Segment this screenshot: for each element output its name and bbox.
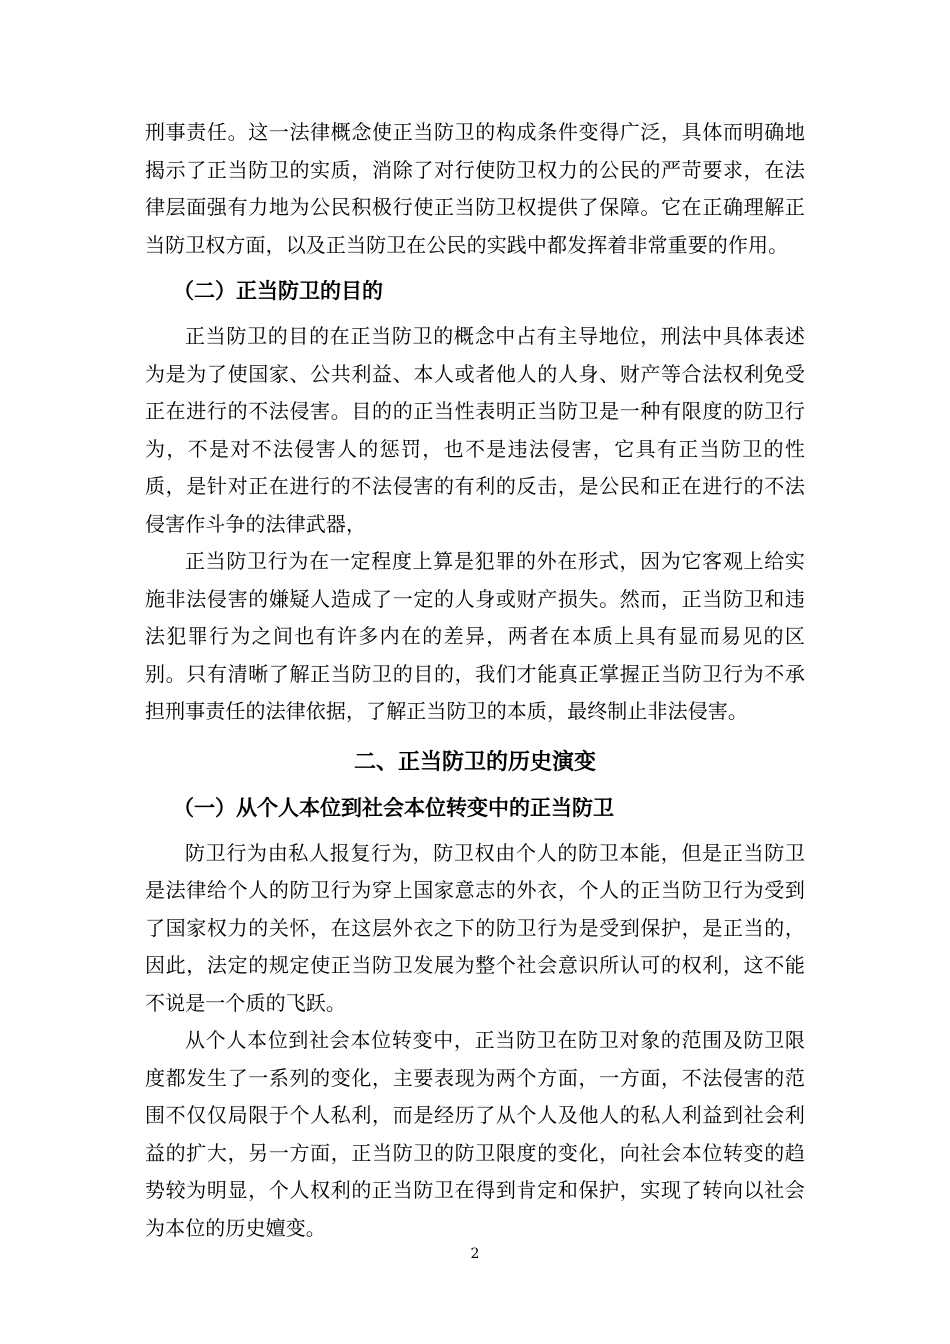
section-heading-history: 二、正当防卫的历史演变 (353, 748, 596, 775)
paragraph-history-origin: 防卫行为由私人报复行为，防卫权由个人的防卫本能，但是正当防卫是法律给个人的防卫行为穿上国家意志的外衣，个人的正当防卫行为受到了国家权力的关怀，在这层外衣之下的防卫行为是受到保护，是正当的，因此，法定的规定使正当防卫发展为整个社会意识所认可的权利，这不能不说是一个质的飞跃。 (145, 840, 805, 1015)
page-number: 2 (470, 1246, 480, 1262)
paragraph-purpose-definition: 正当防卫的目的在正当防卫的概念中占有主导地位，刑法中具体表述为是为了使国家、公共利益、本人或者他人的人身、财产等合法权利免受正在进行的不法侵害。目的的正当性表明正当防卫是一种有限度的防卫行为，不是对不法侵害人的惩罚，也不是违法侵害，它具有正当防卫的性质，是针对正在进行的不法侵害的有利的反击，是公民和正在进行的不法侵害作斗争的法律武器， (145, 324, 805, 536)
paragraph-continuation: 刑事责任。这一法律概念使正当防卫的构成条件变得广泛，具体而明确地揭示了正当防卫的实质，消除了对行使防卫权力的公民的严苛要求，在法律层面强有力地为公民积极行使正当防卫权提供了保障。它在正确理解正当防卫权方面，以及正当防卫在公民的实践中都发挥着非常重要的作用。 (145, 120, 805, 257)
subheading-individual-to-society: （一）从个人本位到社会本位转变中的正当防卫 (173, 794, 614, 820)
paragraph-history-change: 从个人本位到社会本位转变中，正当防卫在防卫对象的范围及防卫限度都发生了一系列的变化，主要表现为两个方面，一方面，不法侵害的范围不仅仅局限于个人私利，而是经历了从个人及他人的私人利益到社会利益的扩大，另一方面，正当防卫的防卫限度的变化，向社会本位转变的趋势较为明显，个人权利的正当防卫在得到肯定和保护，实现了转向以社会为本位的历史嬗变。 (145, 1028, 805, 1240)
page-content (145, 114, 805, 1247)
paragraph-purpose-nature: 正当防卫行为在一定程度上算是犯罪的外在形式，因为它客观上给实施非法侵害的嫌疑人造成了一定的人身或财产损失。然而，正当防卫和违法犯罪行为之间也有许多内在的差异，两者在本质上具有显而易见的区别。只有清晰了解正当防卫的目的，我们才能真正掌握正当防卫行为不承担刑事责任的法律依据，了解正当防卫的本质，最终制止非法侵害。 (145, 549, 805, 723)
subheading-purpose: （二）正当防卫的目的 (173, 278, 383, 303)
